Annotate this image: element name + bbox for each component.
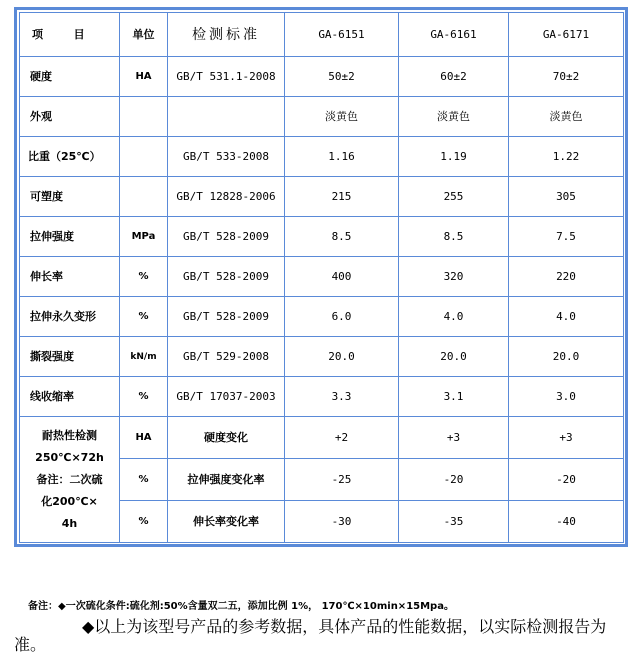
- heat-property: 拉伸强度变化率: [168, 459, 285, 501]
- heat-value: +3: [399, 417, 509, 459]
- row-value: 20.0: [399, 337, 509, 377]
- row-value: 8.5: [399, 217, 509, 257]
- row-value: 1.22: [509, 137, 624, 177]
- row-value: 3.1: [399, 377, 509, 417]
- row-value: 60±2: [399, 57, 509, 97]
- heat-value: -20: [509, 459, 624, 501]
- table-row: [20, 337, 624, 377]
- header-grade: GA-6151: [285, 13, 399, 57]
- spec-table: [19, 12, 624, 543]
- row-item: 拉伸永久变形: [20, 297, 120, 337]
- header-unit: 单位: [120, 13, 168, 57]
- row-unit: HA: [120, 57, 168, 97]
- table-row: [20, 377, 624, 417]
- row-standard: GB/T 528-2009: [168, 217, 285, 257]
- table-row: [20, 217, 624, 257]
- heat-resistance-label: [20, 417, 120, 543]
- row-value: 20.0: [509, 337, 624, 377]
- row-value: 70±2: [509, 57, 624, 97]
- heat-line: 备注：二次硫: [36, 472, 103, 486]
- row-item: 拉伸强度: [20, 217, 120, 257]
- row-standard: GB/T 528-2009: [168, 257, 285, 297]
- heat-value: +3: [509, 417, 624, 459]
- table-row: [20, 257, 624, 297]
- header-row: [20, 13, 624, 57]
- row-value: 3.0: [509, 377, 624, 417]
- heat-unit: %: [120, 501, 168, 543]
- row-standard: [168, 97, 285, 137]
- row-value: 20.0: [285, 337, 399, 377]
- row-value: 320: [399, 257, 509, 297]
- row-unit: %: [120, 297, 168, 337]
- row-unit: %: [120, 377, 168, 417]
- heat-value: +2: [285, 417, 399, 459]
- row-value: 305: [509, 177, 624, 217]
- row-standard: GB/T 529-2008: [168, 337, 285, 377]
- heat-value: -30: [285, 501, 399, 543]
- row-unit: MPa: [120, 217, 168, 257]
- heat-property: 硬度变化: [168, 417, 285, 459]
- row-value: 淡黄色: [285, 97, 399, 137]
- row-value: 50±2: [285, 57, 399, 97]
- row-value: 220: [509, 257, 624, 297]
- row-unit: [120, 137, 168, 177]
- table-row: [20, 297, 624, 337]
- row-value: 6.0: [285, 297, 399, 337]
- heat-line: 4h: [61, 516, 78, 530]
- row-value: 7.5: [509, 217, 624, 257]
- row-item: 可塑度: [20, 177, 120, 217]
- heat-line: 耐热性检测: [42, 428, 97, 442]
- row-unit: [120, 177, 168, 217]
- header-grade: GA-6171: [509, 13, 624, 57]
- row-value: 400: [285, 257, 399, 297]
- row-standard: GB/T 528-2009: [168, 297, 285, 337]
- row-value: 3.3: [285, 377, 399, 417]
- row-value: 淡黄色: [509, 97, 624, 137]
- row-standard: GB/T 17037-2003: [168, 377, 285, 417]
- curing-note: 备注：◆一次硫化条件:硫化剂:50%含量双二五，添加比例 1%， 170℃×10min×15Mpa。: [28, 601, 454, 612]
- heat-value: -25: [285, 459, 399, 501]
- row-value: 215: [285, 177, 399, 217]
- table-row: [20, 97, 624, 137]
- disclaimer-note: [14, 618, 632, 654]
- table-row: [20, 177, 624, 217]
- disclaimer-text: ◆以上为该型号产品的参考数据，具体产品的性能数据，以实际检测报告为准。: [14, 617, 607, 654]
- row-item: 硬度: [20, 57, 120, 97]
- heat-unit: HA: [120, 417, 168, 459]
- row-value: 1.19: [399, 137, 509, 177]
- row-value: 4.0: [399, 297, 509, 337]
- row-item: 撕裂强度: [20, 337, 120, 377]
- header-grade: GA-6161: [399, 13, 509, 57]
- header-item: 项 目: [20, 13, 120, 57]
- heat-property: 伸长率变化率: [168, 501, 285, 543]
- row-standard: GB/T 531.1-2008: [168, 57, 285, 97]
- heat-unit: %: [120, 459, 168, 501]
- row-value: 4.0: [509, 297, 624, 337]
- header-standard: 检测标准: [168, 13, 285, 57]
- table-row: [20, 57, 624, 97]
- row-value: 淡黄色: [399, 97, 509, 137]
- row-item: 外观: [20, 97, 120, 137]
- row-unit: [120, 97, 168, 137]
- row-value: 255: [399, 177, 509, 217]
- row-item: 比重（25℃）: [20, 137, 120, 177]
- row-item: 线收缩率: [20, 377, 120, 417]
- row-value: 8.5: [285, 217, 399, 257]
- row-standard: GB/T 533-2008: [168, 137, 285, 177]
- row-value: 1.16: [285, 137, 399, 177]
- row-item: 伸长率: [20, 257, 120, 297]
- row-unit: kN/m: [120, 337, 168, 377]
- heat-value: -35: [399, 501, 509, 543]
- heat-value: -40: [509, 501, 624, 543]
- heat-line: 化200℃×: [41, 494, 98, 508]
- heat-line: 250℃×72h: [35, 450, 104, 464]
- heat-row: [20, 417, 624, 459]
- row-standard: GB/T 12828-2006: [168, 177, 285, 217]
- table-row: [20, 137, 624, 177]
- heat-value: -20: [399, 459, 509, 501]
- row-unit: %: [120, 257, 168, 297]
